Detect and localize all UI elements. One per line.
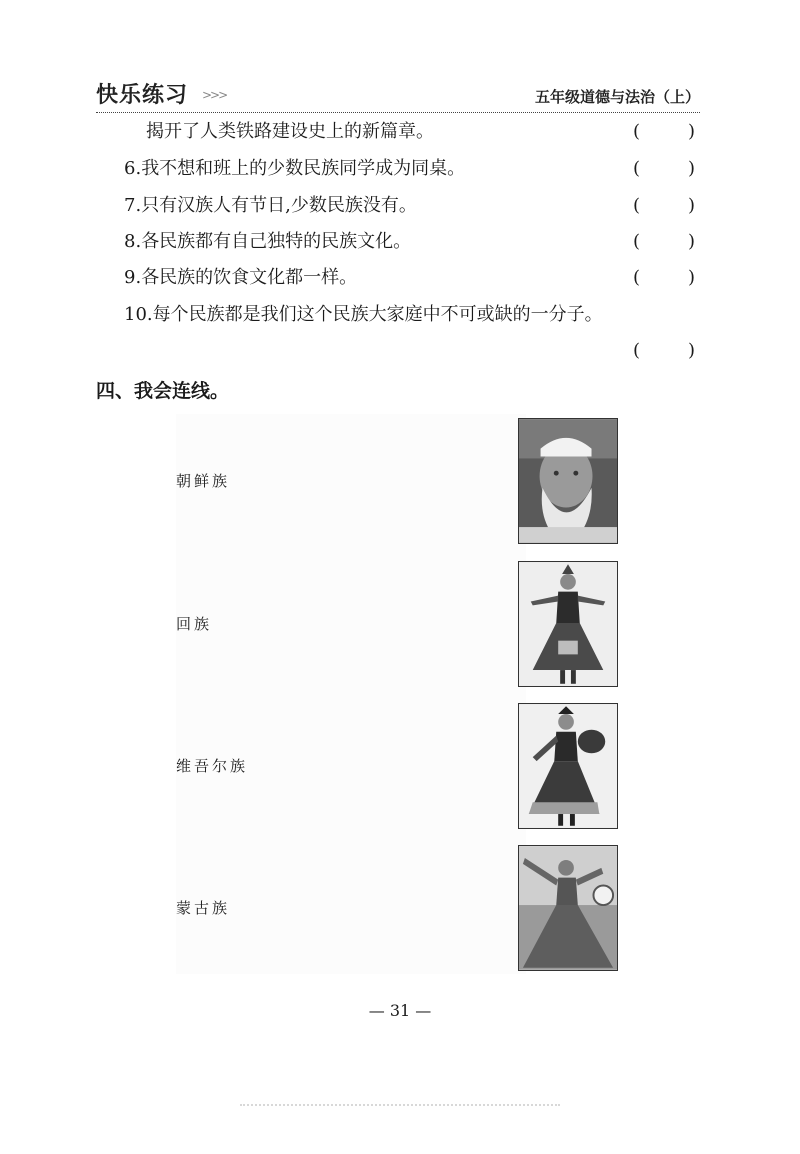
question-text: 各民族的饮食文化都一样。 [141,267,358,288]
question-number: 7. [124,195,142,216]
ethnic-group-label[interactable]: 维吾尔族 [176,757,249,775]
brand-title: 快乐练习 [96,83,189,108]
question-text: 揭开了人类铁路建设史上的新篇章。 [146,121,434,142]
question-text: 各民族都有自己独特的民族文化。 [141,231,412,252]
question-number: 9. [124,267,142,288]
matching-area [176,414,526,974]
ethnic-group-label[interactable]: 蒙古族 [176,899,231,917]
question-text: 只有汉族人有节日,少数民族没有。 [141,195,417,216]
answer-parentheses[interactable]: ( ) [633,158,695,179]
woman-in-dance-costume-photo[interactable] [518,561,618,687]
elderly-man-with-white-cap-photo[interactable] [518,418,618,544]
answer-parentheses[interactable]: ( ) [633,121,695,142]
answer-parentheses[interactable]: ( ) [633,231,695,252]
answer-parentheses[interactable]: ( ) [633,195,695,216]
question-number: 8. [124,231,142,252]
dancer-in-long-robe-photo[interactable] [518,845,618,971]
page-number: — 31 — [368,1001,432,1020]
page-header [96,78,700,112]
question-number: 10. [124,304,153,325]
answer-parentheses[interactable]: ( ) [633,267,695,288]
ethnic-group-label[interactable]: 朝鲜族 [176,472,231,490]
section-title: 四、我会连线。 [96,380,230,402]
ethnic-group-label[interactable]: 回族 [176,615,213,633]
question-text: 每个民族都是我们这个民族大家庭中不可或缺的一分子。 [152,304,603,325]
chevron-decoration-icon: >>> [202,88,227,102]
question-number: 6. [124,158,142,179]
question-text: 我不想和班上的少数民族同学成为同桌。 [141,158,466,179]
answer-parentheses[interactable]: ( ) [633,340,695,361]
grade-subject-label: 五年级道德与法治（上） [534,88,700,106]
faint-footer-decoration [240,1104,560,1116]
header-divider [96,112,700,113]
woman-with-tambourine-costume-photo[interactable] [518,703,618,829]
